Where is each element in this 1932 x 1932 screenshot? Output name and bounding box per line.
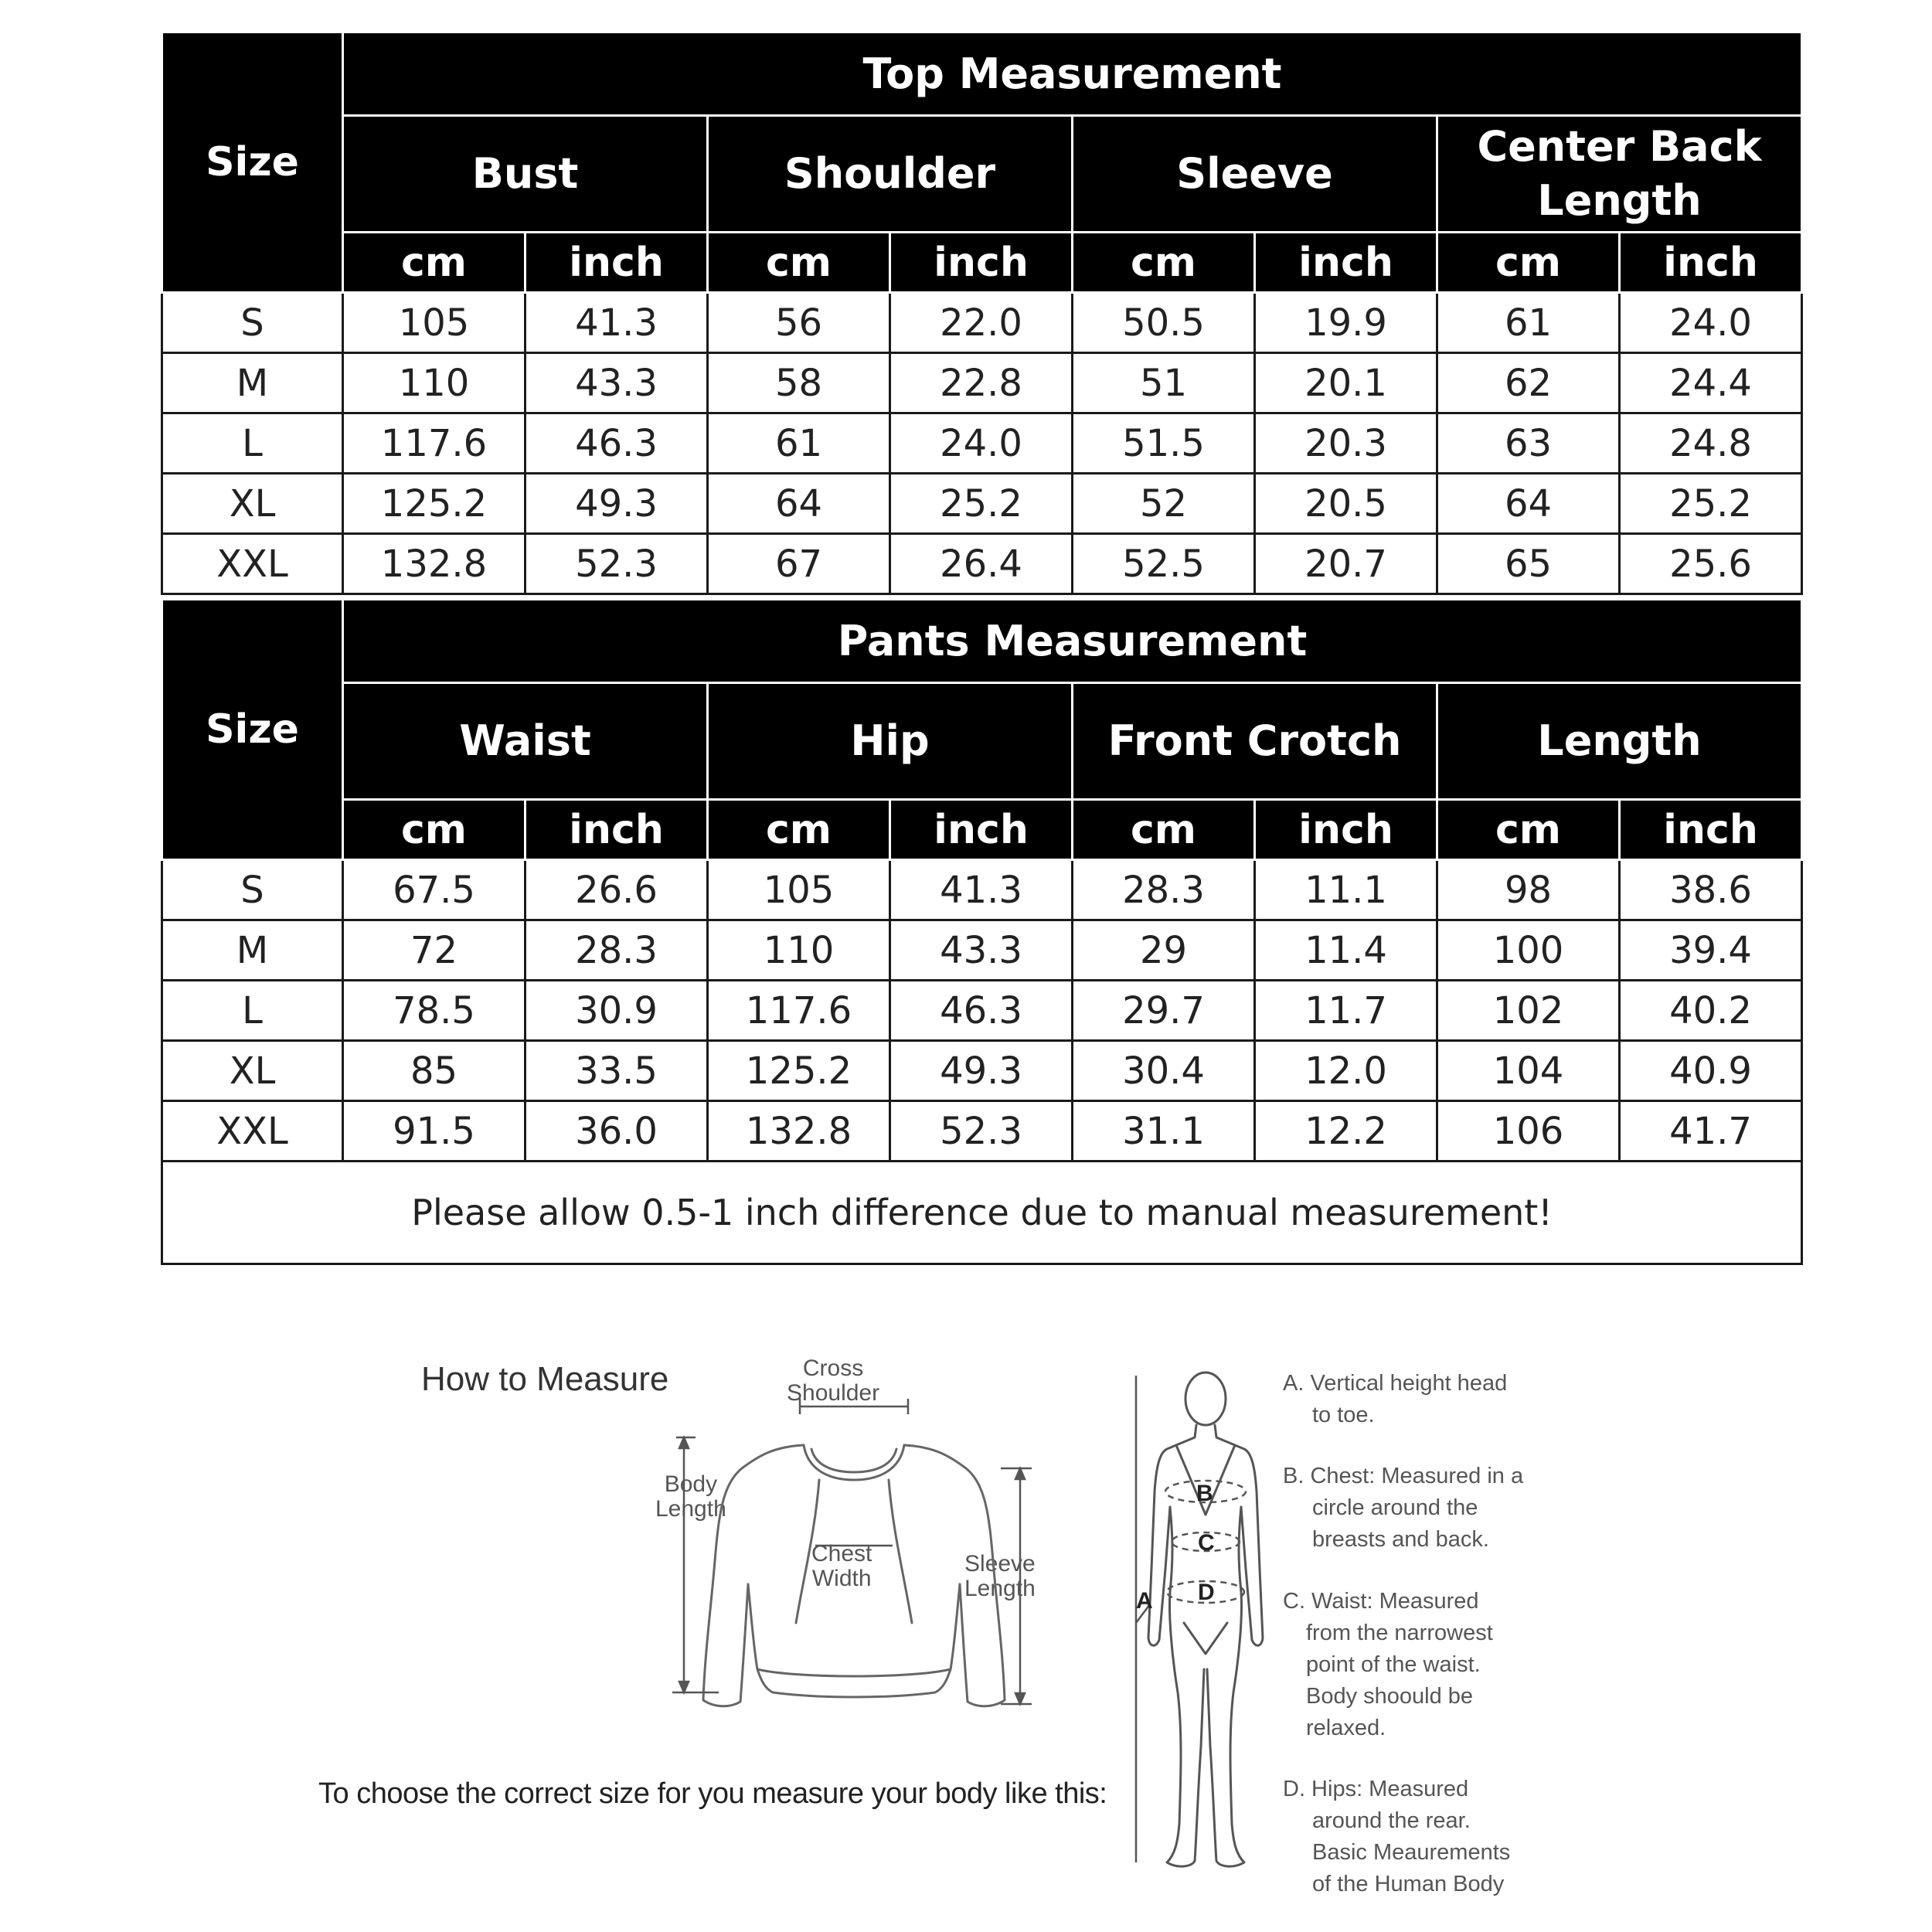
value-cell: 91.5 <box>343 1101 526 1162</box>
size-cell: S <box>162 293 343 353</box>
value-cell: 98 <box>1437 860 1620 920</box>
value-cell: 24.8 <box>1620 413 1802 474</box>
unit-header: cm <box>343 233 526 293</box>
value-cell: 12.2 <box>1255 1101 1437 1162</box>
value-cell: 85 <box>343 1041 526 1101</box>
size-cell: M <box>162 920 343 981</box>
size-cell: L <box>162 413 343 474</box>
size-header: Size <box>162 32 343 293</box>
value-cell: 38.6 <box>1620 860 1802 920</box>
table-row <box>162 1041 1802 1101</box>
value-cell: 29.7 <box>1073 981 1255 1041</box>
note-c-waist: C. Waist: Measured from the narrowest point of the waist. Body shoould be relaxed. <box>1283 1589 1493 1740</box>
group-header-center-back-length: Center Back Length <box>1437 116 1802 233</box>
value-cell: 67.5 <box>343 860 526 920</box>
measurement-note: Please allow 0.5-1 inch difference due to manual measurement! <box>162 1162 1802 1264</box>
value-cell: 24.4 <box>1620 353 1802 413</box>
value-cell: 105 <box>708 860 890 920</box>
how-to-measure-title: How to Measure <box>421 1360 669 1398</box>
value-cell: 64 <box>1437 474 1620 534</box>
value-cell: 39.4 <box>1620 920 1802 981</box>
value-cell: 46.3 <box>890 981 1073 1041</box>
value-cell: 110 <box>343 353 526 413</box>
unit-header: inch <box>526 233 708 293</box>
group-header-length: Length <box>1437 683 1802 800</box>
sleeve-length-label: Sleeve Length <box>964 1551 1036 1601</box>
value-cell: 132.8 <box>343 534 526 594</box>
cross-shoulder-label: Cross Shoulder <box>787 1355 880 1406</box>
value-cell: 51 <box>1073 353 1255 413</box>
unit-header: cm <box>1073 233 1255 293</box>
value-cell: 25.2 <box>890 474 1073 534</box>
size-cell: XL <box>162 474 343 534</box>
value-cell: 52.3 <box>890 1101 1073 1162</box>
body-letter-b: B <box>1196 1481 1213 1506</box>
value-cell: 25.2 <box>1620 474 1802 534</box>
value-cell: 58 <box>708 353 890 413</box>
value-cell: 52.5 <box>1073 534 1255 594</box>
group-header-sleeve: Sleeve <box>1073 116 1437 233</box>
top-measurement-table <box>161 31 1803 595</box>
unit-header: inch <box>1620 800 1802 860</box>
value-cell: 52 <box>1073 474 1255 534</box>
value-cell: 52.3 <box>526 534 708 594</box>
size-cell: XXL <box>162 534 343 594</box>
value-cell: 11.4 <box>1255 920 1437 981</box>
value-cell: 62 <box>1437 353 1620 413</box>
value-cell: 64 <box>708 474 890 534</box>
table-row <box>162 353 1802 413</box>
table-row <box>162 1101 1802 1162</box>
table-row <box>162 293 1802 353</box>
value-cell: 43.3 <box>890 920 1073 981</box>
size-header: Size <box>162 600 343 860</box>
size-cell: L <box>162 981 343 1041</box>
size-cell: XL <box>162 1041 343 1101</box>
value-cell: 11.1 <box>1255 860 1437 920</box>
value-cell: 63 <box>1437 413 1620 474</box>
pants-measurement-table <box>161 598 1803 1265</box>
value-cell: 20.1 <box>1255 353 1437 413</box>
value-cell: 61 <box>708 413 890 474</box>
body-figure-diagram <box>1128 1360 1283 1886</box>
value-cell: 26.4 <box>890 534 1073 594</box>
table-row <box>162 413 1802 474</box>
value-cell: 100 <box>1437 920 1620 981</box>
value-cell: 117.6 <box>343 413 526 474</box>
unit-header: cm <box>708 233 890 293</box>
choose-size-instruction: To choose the correct size for you measure your body like this: <box>318 1777 1107 1810</box>
value-cell: 25.6 <box>1620 534 1802 594</box>
value-cell: 61 <box>1437 293 1620 353</box>
value-cell: 24.0 <box>890 413 1073 474</box>
value-cell: 22.8 <box>890 353 1073 413</box>
table-title: Pants Measurement <box>343 600 1802 683</box>
unit-header: inch <box>890 800 1073 860</box>
note-d-hips: D. Hips: Measured around the rear. Basic Meaurements of the Human Body <box>1283 1777 1511 1896</box>
size-cell: M <box>162 353 343 413</box>
value-cell: 125.2 <box>343 474 526 534</box>
value-cell: 78.5 <box>343 981 526 1041</box>
value-cell: 20.5 <box>1255 474 1437 534</box>
note-a-height: A. Vertical height head to toe. <box>1283 1371 1508 1427</box>
table-row <box>162 534 1802 594</box>
value-cell: 50.5 <box>1073 293 1255 353</box>
value-cell: 102 <box>1437 981 1620 1041</box>
table-row <box>162 860 1802 920</box>
group-header-waist: Waist <box>343 683 708 800</box>
value-cell: 72 <box>343 920 526 981</box>
value-cell: 30.4 <box>1073 1041 1255 1101</box>
unit-header: cm <box>708 800 890 860</box>
unit-header: cm <box>1073 800 1255 860</box>
value-cell: 46.3 <box>526 413 708 474</box>
unit-header: inch <box>1255 233 1437 293</box>
value-cell: 28.3 <box>526 920 708 981</box>
value-cell: 20.7 <box>1255 534 1437 594</box>
value-cell: 67 <box>708 534 890 594</box>
unit-header: inch <box>1255 800 1437 860</box>
value-cell: 26.6 <box>526 860 708 920</box>
value-cell: 106 <box>1437 1101 1620 1162</box>
sweater-diagram <box>649 1391 1051 1731</box>
group-header-bust: Bust <box>343 116 708 233</box>
table-row <box>162 981 1802 1041</box>
group-header-hip: Hip <box>708 683 1073 800</box>
value-cell: 104 <box>1437 1041 1620 1101</box>
size-cell: S <box>162 860 343 920</box>
value-cell: 19.9 <box>1255 293 1437 353</box>
unit-header: inch <box>1620 233 1802 293</box>
value-cell: 11.7 <box>1255 981 1437 1041</box>
body-letter-c: C <box>1198 1530 1215 1556</box>
body-letter-a: A <box>1136 1588 1153 1614</box>
table-row <box>162 920 1802 981</box>
value-cell: 22.0 <box>890 293 1073 353</box>
table-title: Top Measurement <box>343 32 1802 116</box>
note-b-chest: B. Chest: Measured in a circle around the breasts and back. <box>1283 1464 1524 1552</box>
group-header-shoulder: Shoulder <box>708 116 1073 233</box>
body-letter-d: D <box>1198 1580 1215 1605</box>
value-cell: 105 <box>343 293 526 353</box>
value-cell: 29 <box>1073 920 1255 981</box>
unit-header: cm <box>1437 800 1620 860</box>
value-cell: 33.5 <box>526 1041 708 1101</box>
unit-header: cm <box>343 800 526 860</box>
value-cell: 117.6 <box>708 981 890 1041</box>
value-cell: 41.3 <box>526 293 708 353</box>
value-cell: 49.3 <box>526 474 708 534</box>
value-cell: 36.0 <box>526 1101 708 1162</box>
size-cell: XXL <box>162 1101 343 1162</box>
value-cell: 43.3 <box>526 353 708 413</box>
value-cell: 49.3 <box>890 1041 1073 1101</box>
value-cell: 31.1 <box>1073 1101 1255 1162</box>
value-cell: 65 <box>1437 534 1620 594</box>
unit-header: cm <box>1437 233 1620 293</box>
value-cell: 40.2 <box>1620 981 1802 1041</box>
value-cell: 56 <box>708 293 890 353</box>
value-cell: 20.3 <box>1255 413 1437 474</box>
chest-width-label: Chest Width <box>811 1541 872 1591</box>
value-cell: 40.9 <box>1620 1041 1802 1101</box>
value-cell: 28.3 <box>1073 860 1255 920</box>
group-header-front-crotch: Front Crotch <box>1073 683 1437 800</box>
body-length-label: Body Length <box>655 1471 726 1522</box>
value-cell: 125.2 <box>708 1041 890 1101</box>
table-row <box>162 474 1802 534</box>
value-cell: 30.9 <box>526 981 708 1041</box>
unit-header: inch <box>890 233 1073 293</box>
value-cell: 51.5 <box>1073 413 1255 474</box>
value-cell: 24.0 <box>1620 293 1802 353</box>
value-cell: 12.0 <box>1255 1041 1437 1101</box>
value-cell: 41.7 <box>1620 1101 1802 1162</box>
value-cell: 41.3 <box>890 860 1073 920</box>
value-cell: 132.8 <box>708 1101 890 1162</box>
value-cell: 110 <box>708 920 890 981</box>
unit-header: inch <box>526 800 708 860</box>
